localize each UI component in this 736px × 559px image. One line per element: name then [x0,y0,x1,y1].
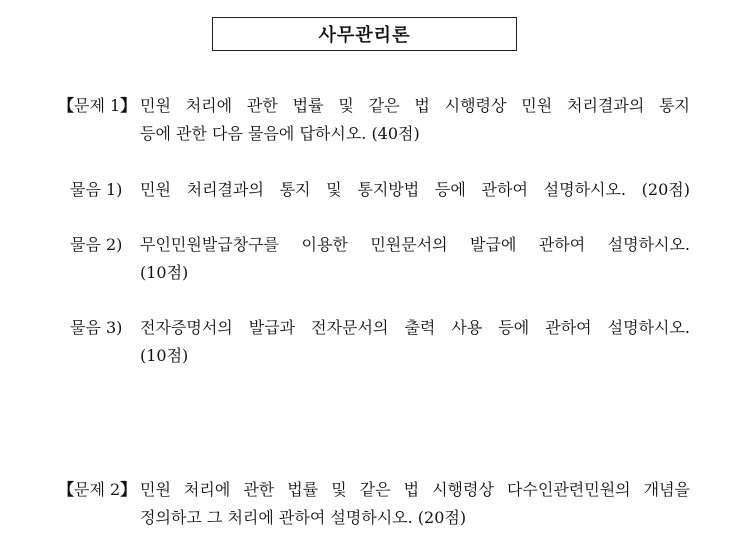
question-1-line-1: 민원 처리에 관한 법률 및 같은 법 시행령상 민원 처리결과의 통지 [140,96,690,115]
exam-title-text: 사무관리론 [318,25,411,46]
sub-question-2-label: 물음 2) [70,235,123,254]
question-1-label [58,93,136,113]
question-2-bracket-open: 【 [58,480,75,499]
question-2-label [58,477,136,497]
question-2-label-text: 문제 2 [74,480,121,499]
question-1-bracket-open: 【 [58,96,75,115]
sub-question-3-line-1: 전자증명서의 발급과 전자문서의 출력 사용 등에 관하여 설명하시오. [140,318,690,337]
question-2-line-1: 민원 처리에 관한 법률 및 같은 법 시행령상 다수인관련민원의 개념을 [140,480,690,499]
sub-question-1-label: 물음 1) [70,180,123,199]
question-1-bracket-close: 】 [120,96,137,115]
question-2-bracket-close: 】 [120,480,137,499]
exam-title [212,17,517,51]
sub-question-2-line-2: (10점) [140,263,189,282]
question-1-line-2: 등에 관한 다음 물음에 답하시오. (40점) [140,124,420,143]
sub-question-3-line-2: (10점) [140,346,189,365]
question-1-label-text: 문제 1 [74,96,121,115]
question-2-line-2: 정의하고 그 처리에 관하여 설명하시오. (20점) [140,508,467,527]
sub-question-2-line-1: 무인민원발급창구를 이용한 민원문서의 발급에 관하여 설명하시오. [140,235,690,254]
sub-question-1-line-1: 민원 처리결과의 통지 및 통지방법 등에 관하여 설명하시오. (20점) [140,180,690,199]
sub-question-3-label: 물음 3) [70,318,123,337]
